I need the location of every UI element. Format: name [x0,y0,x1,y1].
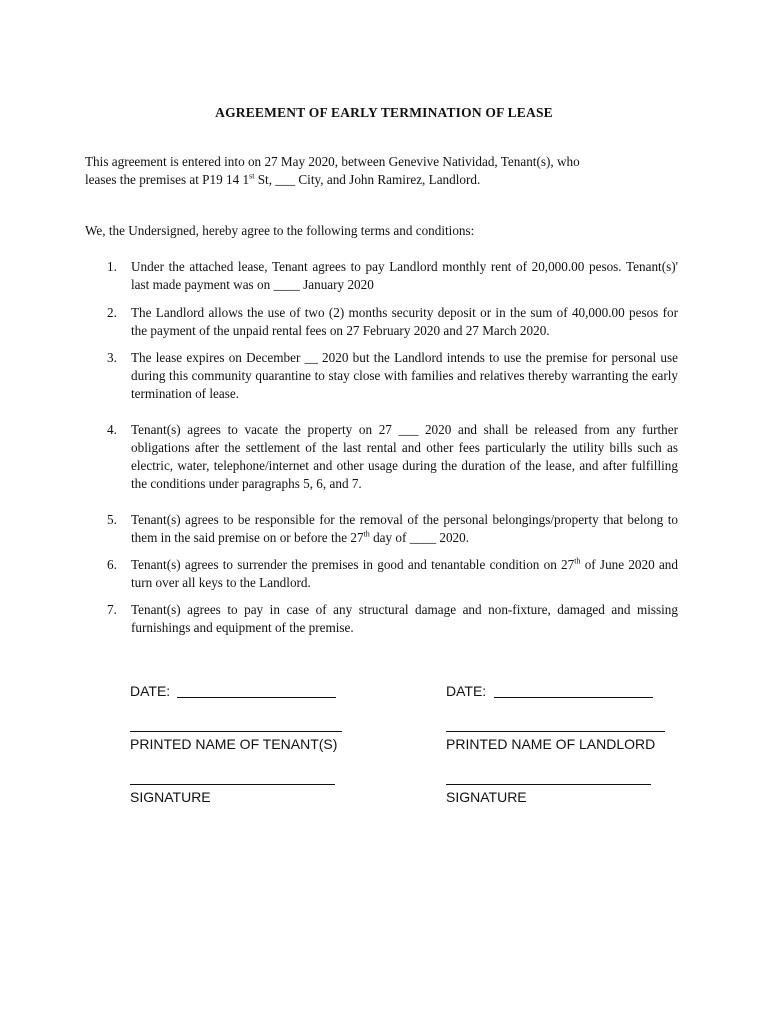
term-text: The Landlord allows the use of two (2) months security deposit or in the sum of 40,000.00 pesos for the payment of the unpaid rental fees on 27 February 2020 and 27 March 2020. [131,305,678,338]
tenant-printed-name-line [130,731,342,732]
term-superscript: th [363,529,370,539]
term-text [131,511,678,547]
term-item [85,421,678,493]
term-item [85,556,678,592]
landlord-date-line [494,697,653,698]
tenant-printed-name-label: PRINTED NAME OF TENANT(S) [130,736,338,752]
intro-line-2-superscript: st [249,171,255,181]
tenant-signature-line [130,784,335,785]
tenant-date-label: DATE: [130,683,171,699]
term-text [131,556,678,592]
landlord-date-label: DATE: [446,683,487,699]
intro-line-1: This agreement is entered into on 27 May 2020, between Genevive Natividad, Tenant(s), who [85,154,580,169]
landlord-printed-name-line [446,731,665,732]
term-text: Under the attached lease, Tenant agrees to pay Landlord monthly rent of 20,000.00 pesos. Tenant(s)' last made payment was on ____ January 2020 [131,259,678,292]
term-item [85,304,678,340]
landlord-signature-label: SIGNATURE [446,789,527,805]
tenant-signature-label: SIGNATURE [130,789,211,805]
term-text-start: Tenant(s) agrees to be responsible for the removal of the personal belongings/property that belong to them in the said premise on or before the 27 [131,512,678,545]
term-item [85,258,678,294]
term-text: Tenant(s) agrees to vacate the property on 27 ___ 2020 and shall be released from any further obligations after the settlement of the last rental and other fees particularly the utility bills such as electric, water, telephone/internet and other usage during the duration of the lease, and after fulfilling the conditions under paragraphs 5, 6, and 7. [131,422,678,491]
term-item [85,511,678,547]
term-number: 2. [107,305,117,320]
term-item [85,349,678,403]
term-number: 4. [107,422,117,437]
term-text-start: Tenant(s) agrees to surrender the premises in good and tenantable condition on 27 [131,557,575,572]
term-text-end: day of ____ 2020. [369,530,470,545]
term-number: 7. [107,602,117,617]
intro-line-2-start: leases the premises at P19 14 1 [85,172,250,187]
term-item [85,601,678,637]
term-superscript: th [574,556,581,566]
term-number: 1. [107,259,117,274]
landlord-signature-line [446,784,651,785]
term-number: 5. [107,512,117,527]
term-text: The lease expires on December __ 2020 but the Landlord intends to use the premise for personal use during this community quarantine to stay close with families and relatives thereby warranting the early termination of lease. [131,350,678,401]
intro-paragraph [85,153,678,189]
document-title: AGREEMENT OF EARLY TERMINATION OF LEASE [215,105,553,120]
intro-line-2-end: St, ___ City, and John Ramirez, Landlord. [254,172,481,187]
term-number: 6. [107,557,117,572]
landlord-printed-name-label: PRINTED NAME OF LANDLORD [446,736,656,752]
term-number: 3. [107,350,117,365]
undersigned-statement: We, the Undersigned, hereby agree to the following terms and conditions: [85,223,475,238]
tenant-date-line [177,697,336,698]
term-text: Tenant(s) agrees to pay in case of any structural damage and non-fixture, damaged and missing furnishings and equipment of the premise. [131,602,678,635]
term-text-end: of June 2020 and turn over all keys to the Landlord. [131,557,678,590]
